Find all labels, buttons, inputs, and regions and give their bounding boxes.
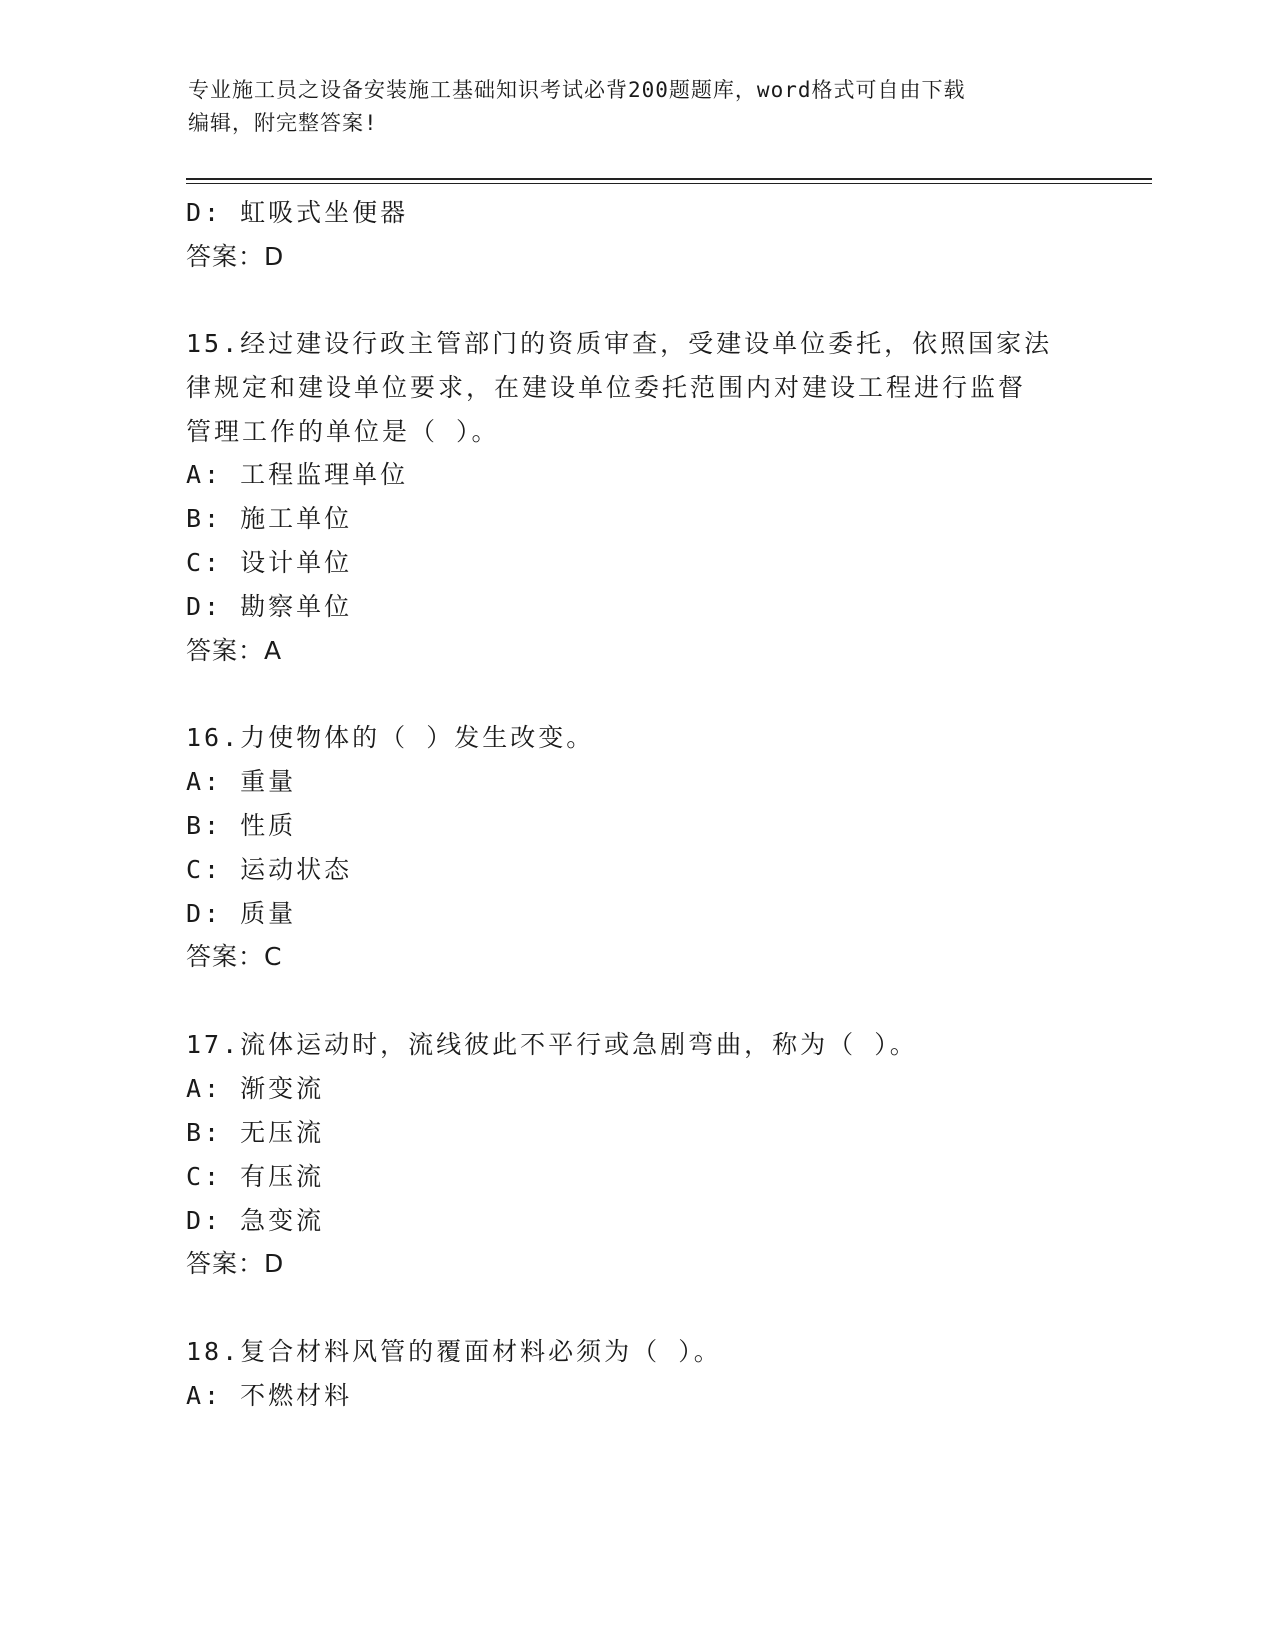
q15-stem-line-2: 律规定和建设单位要求，在建设单位委托范围内对建设工程进行监督 <box>186 373 1027 402</box>
q17-option-b: B: 无压流 <box>186 1118 325 1147</box>
q15-answer: 答案：A <box>186 636 283 665</box>
q15-option-b: B: 施工单位 <box>186 504 353 533</box>
q15-option-d: D: 勘察单位 <box>186 592 353 621</box>
q16-stem: 16.力使物体的（ ）发生改变。 <box>186 723 595 752</box>
header-line-1: 专业施工员之设备安装施工基础知识考试必背200题题库，word格式可自由下载 <box>188 78 966 102</box>
q17-option-a: A: 渐变流 <box>186 1074 325 1103</box>
q17-answer: 答案：D <box>186 1249 285 1278</box>
q16-option-a: A: 重量 <box>186 767 297 796</box>
q15-option-a: A: 工程监理单位 <box>186 460 409 489</box>
q15-stem-line-3: 管理工作的单位是（ ）。 <box>186 417 500 446</box>
q16-option-d: D: 质量 <box>186 899 297 928</box>
header-divider-thin <box>186 183 1152 184</box>
q16-option-c: C: 运动状态 <box>186 855 353 884</box>
q16-option-b: B: 性质 <box>186 811 297 840</box>
q16-answer: 答案：C <box>186 942 283 971</box>
q17-option-c: C: 有压流 <box>186 1162 325 1191</box>
prev-option-d: D: 虹吸式坐便器 <box>186 198 409 227</box>
header-line-2: 编辑，附完整答案! <box>188 111 378 135</box>
q15-stem-line-1: 15.经过建设行政主管部门的资质审查，受建设单位委托，依照国家法 <box>186 329 1053 358</box>
q18-option-a: A: 不燃材料 <box>186 1381 353 1410</box>
q18-stem: 18.复合材料风管的覆面材料必须为（ ）。 <box>186 1337 722 1366</box>
q17-option-d: D: 急变流 <box>186 1206 325 1235</box>
q15-option-c: C: 设计单位 <box>186 548 353 577</box>
prev-answer: 答案：D <box>186 242 285 271</box>
document-header <box>188 74 1068 140</box>
header-divider-thick <box>186 178 1152 180</box>
q17-stem: 17.流体运动时，流线彼此不平行或急剧弯曲，称为（ ）。 <box>186 1030 918 1059</box>
